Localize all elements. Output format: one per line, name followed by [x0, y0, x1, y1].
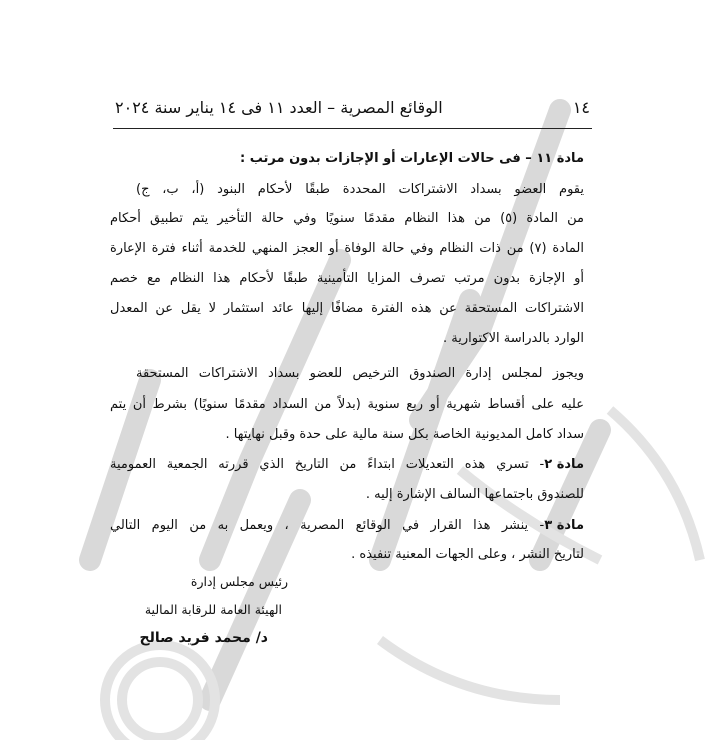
article-2-line: [110, 456, 584, 474]
article-11-line: الوارد بالدراسة الاكتوارية .: [443, 331, 584, 346]
signature-name: د/ محمد فريد صالح: [139, 630, 268, 646]
article-3-label: مادة ٣: [544, 518, 584, 533]
page-number: ١٤: [572, 97, 590, 117]
article-2-text: - تسري هذه التعديلات ابتداءً من التاريخ الذي قررته الجمعية العمومية: [110, 457, 545, 472]
signature-organization: الهيئة العامة للرقابة المالية: [144, 602, 282, 617]
header-rule: [113, 128, 592, 129]
article-2-label: مادة ٢: [544, 457, 584, 472]
article-11-line: الاشتراكات المستحقة عن هذه الفترة مضافًا إليها عائد استثمار لا يقل عن المعدل: [110, 301, 584, 316]
article-3-line-2: لتاريخ النشر ، وعلى الجهات المعنية تنفيذه .: [351, 547, 584, 562]
journal-issue-title: الوقائع المصرية – العدد ١١ فى ١٤ يناير سنة ٢٠٢٤: [115, 97, 443, 117]
running-header: [115, 96, 590, 118]
article-11-paragraph-2-line: سداد كامل المديونية الخاصة بكل سنة مالية على حدة وقبل نهايتها .: [225, 427, 584, 442]
article-3-line: [110, 517, 584, 535]
article-11-line: المادة (٧) من ذات النظام وفي حالة الوفاة أو العجز المنهي للخدمة أثناء فترة الإعارة: [110, 241, 584, 256]
article-11-line: يقوم العضو بسداد الاشتراكات المحددة طبقًا لأحكام البنود (أ، ب، ج): [136, 182, 584, 197]
article-11-paragraph-2-line: ويجوز لمجلس إدارة الصندوق الترخيص للعضو بسداد الاشتراكات المستحقة: [136, 366, 584, 381]
article-11-heading: مادة ١١ – فى حالات الإعارات أو الإجازات بدون مرتب :: [240, 151, 584, 166]
signature-title: رئيس مجلس إدارة: [190, 574, 288, 589]
article-11-line: أو الإجازة بدون مرتب تصرف المزايا التأمينية طبقًا لأحكام هذا النظام مع خصم: [110, 271, 584, 286]
article-11-paragraph-2-line: عليه على أقساط شهرية أو ربع سنوية (بدلاً من السداد مقدمًا سنويًا) بشرط أن يتم: [110, 397, 584, 412]
article-11-line: من المادة (٥) من هذا النظام مقدمًا سنويًا وفي حالة التأخير يتم تطبيق أحكام: [110, 211, 584, 226]
article-2-line-2: للصندوق باجتماعها السالف الإشارة إليه .: [365, 487, 584, 502]
article-3-text: - ينشر هذا القرار في الوقائع المصرية ، ويعمل به من اليوم التالي: [110, 518, 545, 533]
